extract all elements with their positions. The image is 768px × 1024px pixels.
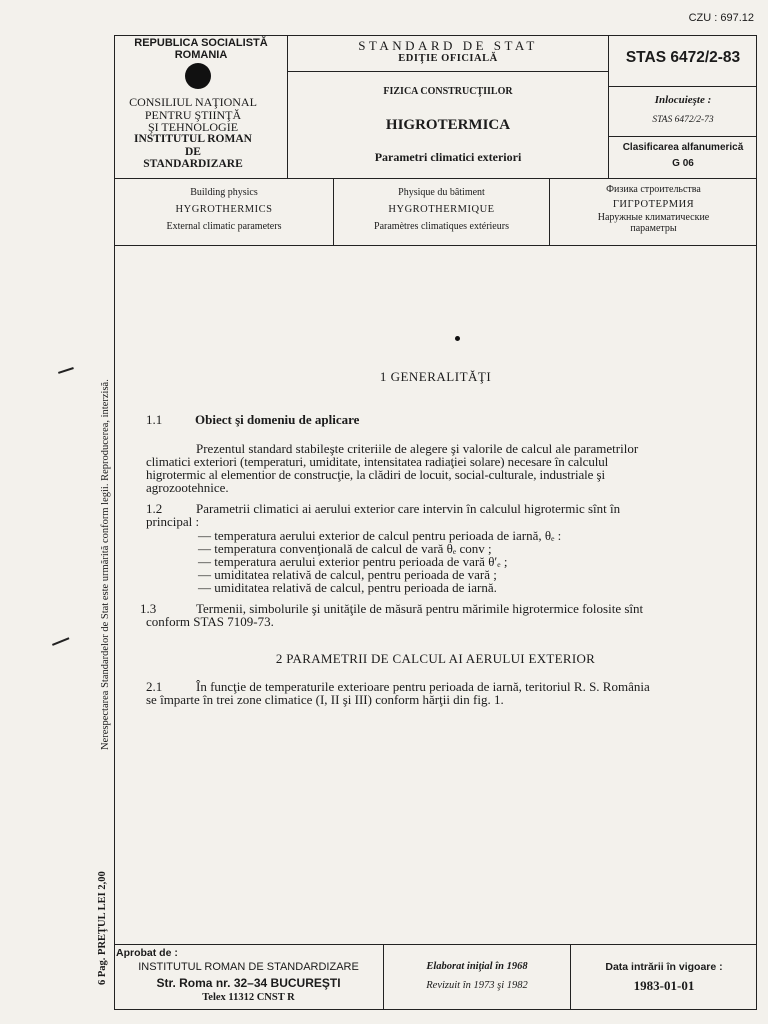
section-1-heading: 1 GENERALITĂŢI [379, 369, 492, 384]
translation-en-title: HYGROTHERMICS [175, 204, 273, 215]
classification-label: Clasificarea alfanumerică [622, 142, 744, 153]
footer-col-divider-2 [570, 944, 571, 1010]
price-note: 6 Pag. PREŢUL LEI 2,00 [97, 871, 108, 985]
approved-org: INSTITUTUL ROMAN DE STANDARDIZARE [138, 961, 359, 973]
translation-fr-title: HYGROTHERMIQUE [388, 204, 495, 215]
section-1-2-line-2: principal : [146, 514, 200, 529]
parameter-item-3: — temperatura aerului exterior pentru perioada de vară θ′ₑ ; [198, 554, 508, 569]
translation-fr-field: Physique du bâtiment [398, 187, 485, 198]
field-label: FIZICA CONSTRUCŢIILOR [383, 86, 513, 97]
margin-mark [52, 637, 69, 645]
trans-col-divider-2 [549, 178, 550, 245]
issuer-line-2: ROMANIA [174, 49, 228, 61]
replaces-label: Inlocuieşte : [654, 94, 712, 106]
translation-fr-subtitle: Paramètres climatiques extérieurs [374, 221, 509, 232]
institute-line-2: DE [185, 145, 201, 158]
replaces-value: STAS 6472/2-73 [652, 115, 714, 125]
parameter-item-1: — temperatura aerului exterior de calcul pentru perioada de iarnă, θₑ : [198, 528, 562, 543]
standard-subtitle: Parametri climatici exteriori [374, 150, 522, 164]
section-1-3-line-1: Termenii, simbolurile şi unităţile de măsură pentru mărimile higrotermice folosite sînt [196, 601, 644, 616]
section-2-1-number: 2.1 [146, 679, 163, 694]
council-block [118, 96, 268, 134]
paragraph-1-line-2: climatici exteriori (temperaturi, umiditate, intensitatea radiaţiei solare) necesare în calculul [146, 454, 609, 469]
paragraph-1-line-1: Prezentul standard stabileşte criteriile de alegere şi valorile de calcul ale parametrilor [196, 441, 639, 456]
translation-en-field: Building physics [190, 187, 258, 198]
translations-divider [114, 245, 757, 246]
council-line-1: CONSILIUL NAŢIONAL [129, 95, 257, 109]
parameter-item-5: — umiditatea relativă de calcul, pentru perioada de iarnă. [198, 580, 497, 595]
margin-mark [58, 367, 74, 373]
paragraph-1-line-4: agrozootehnice. [146, 480, 229, 495]
approved-label: Aprobat de : [116, 947, 178, 959]
replaces-divider [608, 136, 757, 137]
elaborated-date: Elaborat iniţial în 1968 [426, 961, 528, 972]
section-1-1-number: 1.1 [146, 412, 163, 427]
telex: Telex 11312 CNST R [202, 992, 295, 1003]
standard-code: STAS 6472/2-83 [625, 49, 741, 66]
institute-line-1: INSTITUTUL ROMAN [134, 133, 252, 145]
paragraph-1-line-3: higrotermic al elementior de construcţie, la clădiri de locuit, social-culturale, industriale şi [146, 467, 605, 482]
section-1-2-number: 1.2 [146, 501, 163, 516]
section-2-heading: 2 PARAMETRII DE CALCUL AI AERULUI EXTERIOR [275, 651, 596, 666]
udc-code: CZU : 697.12 [688, 12, 754, 24]
section-1-3-number: 1.3 [140, 601, 157, 616]
header-divider [114, 178, 757, 179]
legal-notice: Nerespectarea Standardelor de Stat este urmărită conform legii. Reproducerea, interzisă. [100, 379, 111, 750]
council-line-2: PENTRU ŞTIINŢĂ [144, 107, 242, 122]
section-1-2-line-1: Parametrii climatici ai aerului exterior care intervin în calculul higrotermic sînt în [196, 501, 621, 516]
institute-line-3: STANDARDIZARE [143, 158, 243, 170]
effective-label: Data intrării în vigoare : [605, 961, 723, 973]
code-divider [608, 86, 757, 87]
translation-en [116, 184, 332, 235]
section-2-1-line-2: se împarte în trei zone climatice (I, II şi III) conform hărţii din fig. 1. [146, 692, 504, 707]
footer-divider [114, 944, 757, 945]
trans-col-divider-1 [333, 178, 334, 245]
section-1-1-title: Obiect şi domeniu de aplicare [195, 412, 360, 427]
council-line-3: ŞI TEHNOLOGIE [147, 120, 239, 134]
doc-type: STANDARD DE STAT [358, 38, 538, 53]
revised-dates: Revizuit în 1973 şi 1982 [426, 980, 528, 991]
edition-divider [287, 71, 608, 72]
section-2-1-line-1: În funcţie de temperaturile exterioare pentru perioada de iarnă, teritoriul R. S. România [196, 679, 650, 694]
translation-en-subtitle: External climatic parameters [166, 221, 282, 232]
classification-value: G 06 [672, 158, 694, 169]
translation-ru-subtitle: Наружные климатические [597, 212, 710, 223]
translation-fr [335, 184, 548, 235]
translation-ru-subtitle-2: параметры [630, 223, 677, 234]
header-col-divider-1 [287, 35, 288, 178]
standard-title: HIGROTERMICA [385, 117, 511, 133]
effective-date: 1983-01-01 [633, 978, 695, 993]
footer-col-divider-1 [383, 944, 384, 1010]
translation-ru-title: ГИГРОТЕРМИЯ [612, 199, 695, 210]
institute-block [118, 133, 268, 171]
issuer-line-1: REPUBLICA SOCIALISTĂ [134, 37, 268, 49]
scan-dot [455, 336, 460, 341]
parameter-item-2: — temperatura convenţională de calcul de vară θₑ conv ; [198, 541, 492, 556]
issuer-block [120, 37, 282, 61]
translation-ru-field: Физика строительства [606, 184, 701, 195]
edition-label: EDIŢIE OFICIALĂ [398, 53, 498, 64]
emblem-icon [185, 63, 211, 89]
section-1-3-line-2: conform STAS 7109-73. [146, 614, 274, 629]
parameter-item-4: — umiditatea relativă de calcul, pentru perioada de vară ; [198, 567, 497, 582]
header-col-divider-2 [608, 35, 609, 178]
address: Str. Roma nr. 32–34 BUCUREŞTI [156, 976, 341, 990]
translation-ru [551, 182, 756, 234]
